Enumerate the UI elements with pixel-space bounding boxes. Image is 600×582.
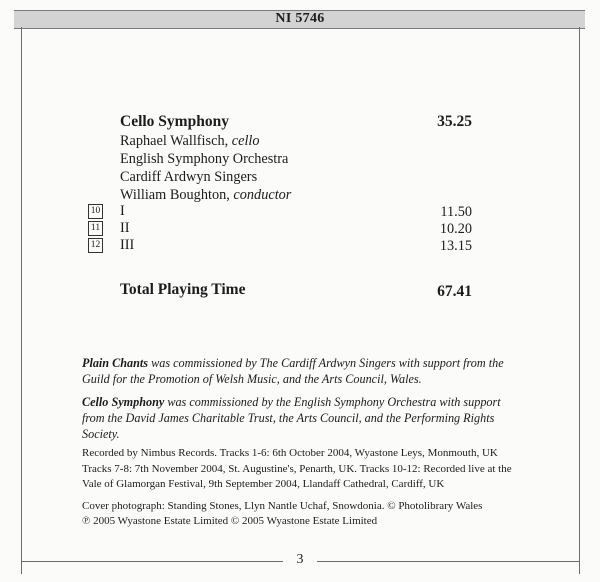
recording-details: Recorded by Nimbus Records. Tracks 1-6: 6th October 2004, Wyastone Leys, Monmouth, UK Tracks 7-8: 7th November 2004, St. Augustine's, Penarth, UK. Tracks 10-12: Recorded live at the Vale of Glamorgan Festival, 9th September 2004, Llandaff Cathedral, Cardiff, UK [82,447,512,490]
track-time: 13.15 [439,238,472,254]
track-number-box: 12 [88,238,103,253]
total-playing-time-label: Total Playing Time [120,281,246,298]
credit-orchestra: English Symphony Orchestra [120,151,289,167]
movement-label: II [120,220,130,236]
work-duration: 35.25 [437,113,472,130]
cover-credit: Cover photograph: Standing Stones, Llyn Nantle Uchaf, Snowdonia. © Photolibrary Wales [82,500,483,512]
credit-choir: Cardiff Ardwyn Singers [120,169,258,185]
credit-conductor: William Boughton, conductor [120,187,292,203]
copyright-line: ℗ 2005 Wyastone Estate Limited © 2005 Wyastone Estate Limited [82,515,378,527]
track-number-box: 10 [88,204,103,219]
movement-label: III [120,237,135,253]
catalog-number: NI 5746 [275,11,325,26]
track-time: 11.50 [440,204,472,220]
track-number-box: 11 [88,221,103,236]
cello-symphony-note: Cello Symphony was commissioned by the English Symphony Orchestra with support from the David James Charitable Trust, the Arts Council, and the Performing Rights Society. [82,395,501,441]
total-playing-time: 67.41 [437,283,472,300]
movement-label: I [120,203,125,219]
plain-chants-note: Plain Chants was commissioned by The Cardiff Ardwyn Singers with support from the Guild for the Promotion of Welsh Music, and the Arts Council, Wales. [82,356,504,386]
work-title: Cello Symphony [120,113,229,130]
track-time: 10.20 [439,221,472,237]
credit-soloist: Raphael Wallfisch, cello [120,133,260,149]
page-number: 3 [283,552,317,568]
